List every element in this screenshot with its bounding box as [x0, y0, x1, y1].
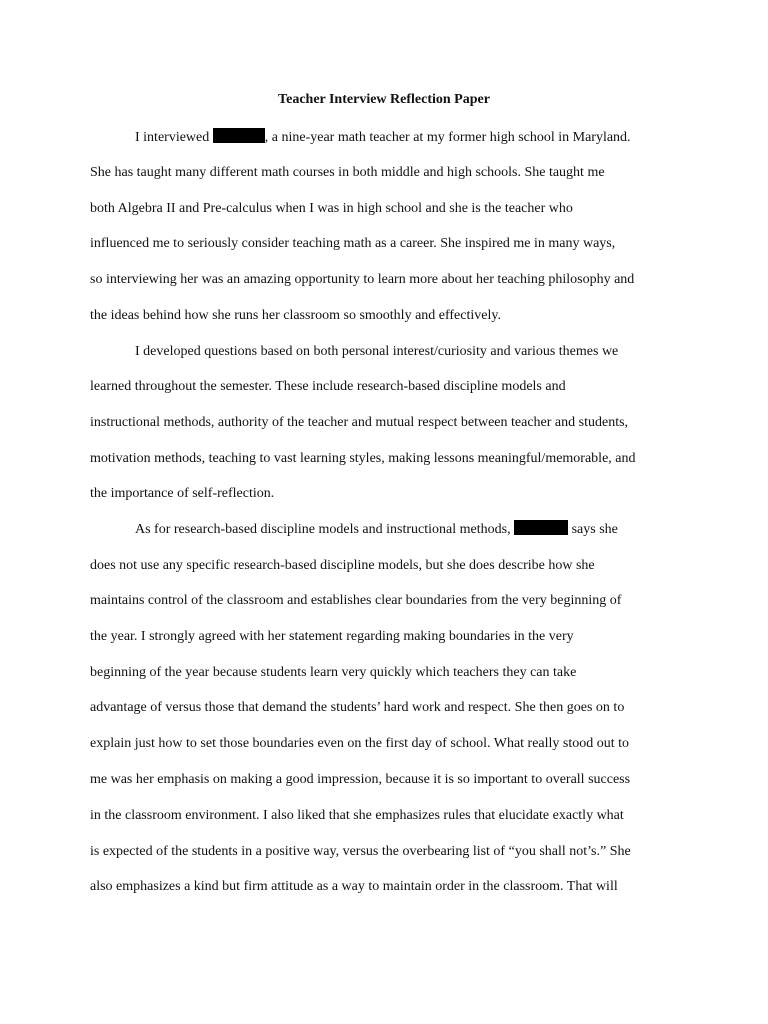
paragraph-line: the ideas behind how she runs her classroom so smoothly and effectively.: [90, 308, 501, 323]
paragraph-line: the year. I strongly agreed with her statement regarding making boundaries in the very: [90, 629, 574, 644]
redacted-name-block: [213, 128, 265, 143]
paragraph-line: I developed questions based on both personal interest/curiosity and various themes we: [135, 344, 619, 359]
paragraph-line: [135, 520, 735, 540]
paragraph-line: instructional methods, authority of the teacher and mutual respect between teacher and students,: [90, 415, 629, 430]
text-segment: I interviewed: [135, 130, 213, 145]
text-segment: As for research-based discipline models and instructional methods,: [135, 522, 515, 537]
text-segment: , a nine-year math teacher at my former high school in Maryland.: [264, 130, 631, 145]
paragraph-line: both Algebra II and Pre-calculus when I was in high school and she is the teacher who: [90, 201, 573, 216]
paragraph-line: beginning of the year because students learn very quickly which teachers they can take: [90, 665, 577, 680]
text-segment: says she: [568, 522, 618, 537]
paragraph-line: does not use any specific research-based discipline models, but she does describe how she: [90, 558, 595, 573]
paragraph-line: is expected of the students in a positive way, versus the overbearing list of “you shall not’s.” She: [90, 844, 631, 859]
redacted-name-block: [514, 520, 568, 535]
paragraph-line: motivation methods, teaching to vast learning styles, making lessons meaningful/memorable, and: [90, 451, 636, 466]
paragraph-line: influenced me to seriously consider teaching math as a career. She inspired me in many ways,: [90, 236, 616, 251]
paragraph-line: explain just how to set those boundaries even on the first day of school. What really stood out to: [90, 736, 630, 751]
paragraph-line: me was her emphasis on making a good impression, because it is so important to overall success: [90, 772, 631, 787]
paragraph-line: in the classroom environment. I also liked that she emphasizes rules that elucidate exactly what: [90, 808, 624, 823]
paragraph-line: advantage of versus those that demand the students’ hard work and respect. She then goes on to: [90, 700, 625, 715]
paragraph-line: [135, 128, 735, 148]
paragraph-line: She has taught many different math courses in both middle and high schools. She taught me: [90, 165, 605, 180]
paragraph-line: the importance of self-reflection.: [90, 486, 275, 501]
document-title: Teacher Interview Reflection Paper: [278, 92, 490, 107]
paragraph-line: also emphasizes a kind but firm attitude as a way to maintain order in the classroom. That will: [90, 879, 618, 894]
paragraph-line: learned throughout the semester. These include research-based discipline models and: [90, 379, 566, 394]
paragraph-line: so interviewing her was an amazing opportunity to learn more about her teaching philosophy and: [90, 272, 635, 287]
paragraph-line: maintains control of the classroom and establishes clear boundaries from the very beginning of: [90, 593, 622, 608]
